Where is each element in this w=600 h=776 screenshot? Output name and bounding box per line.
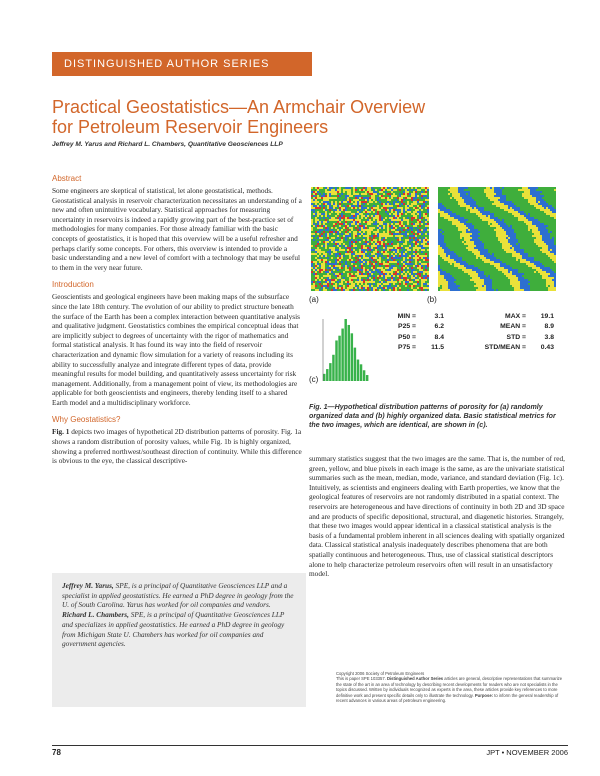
stat-left-1 xyxy=(382,323,444,333)
stat-key: MAX = xyxy=(505,313,526,320)
stat-value: 3.1 xyxy=(434,313,444,320)
series-name: Distinguished Author Series xyxy=(386,676,444,682)
series-description: articles are general, descriptive representations that summarize the state of the art in an area of technology by describing recent developments for readers who are not specialists in the topics discussed. Written by individuals recognized as experts in the area, these articles provide key references to more definitive work and present specific details only to illustrate the technology. xyxy=(336,676,563,698)
histogram-bar xyxy=(357,360,359,381)
histogram-bar xyxy=(348,325,350,381)
introduction-text: Geoscientists and geological engineers have been making maps of the subsurface since the late 18th century. The evolution of our ability to predict structure beneath the surface of the Earth has been a complex interaction between quantitative analysis and qualitative judgment. Geostatistics combines the empirical conceptual ideas that are implicitly subject to degrees of uncertainty with the rigor of mathematics and formal statistical analysis. It has found its way into the field of reservoir characterization and dynamic flow simulation for a variety of reasons including its ability to successfully analyze and integrate different types of data, provide meaningful results for model building, and quantitatively assess uncertainty for risk management. Additionally, from a management point of view, its methodologies are applicable for both geoscientists and engineers, thereby lending itself to a shared Earth model and a multidisciplinary workforce. xyxy=(52,292,300,407)
bio-name-chambers: Richard L. Chambers, xyxy=(62,610,129,620)
stat-value: 19.1 xyxy=(540,313,554,320)
stat-value: 11.5 xyxy=(431,343,444,351)
left-column xyxy=(52,174,302,466)
why-text-body: depicts two images of hypothetical 2D distribution patterns of porosity. Fig. 1a shows a random distribution of porosity values, while Fig. 1b is highly organized, showing a preferred northwest/southeast direction of continuity. While this difference is obvious to the eye, the classical descriptive- xyxy=(52,427,302,466)
right-column-text: summary statistics suggest that the two images are the same. That is, the number of red, green, yellow, and blue pixels in each image is the same, as are the univariate statistical summaries such as the mean, median, mode, variance, and standard deviation (Fig. 1c). Intuitively, as scientists and engineers dealing with Earth properties, we know that the geological features of reservoirs are not randomly distributed in a spatial context. The reservoirs are heterogeneous and have directions of continuity in both 2D and 3D space and are products of specific depositional, structural, and diagenetic histories. Strangely, that these two images would appear identical in a classical statistical analysis is the basis of a fundamental problem inherent in all sciences dealing with spatially organized data. Classical statistical analysis inadequately describes phenomena that are both spatially continuous and heterogeneous. Thus, use of classical statistical descriptors alone to help characterize petroleum reservoirs often will result in an unsatisfactory model. xyxy=(309,454,566,579)
author-line: Jeffrey M. Yarus and Richard L. Chambers, Quantitative Geosciences LLP xyxy=(52,141,283,148)
histogram-bar xyxy=(326,369,328,381)
stat-right-0 xyxy=(478,313,554,323)
footer-rule xyxy=(52,745,568,746)
figure-label-a: (a) xyxy=(309,295,319,304)
why-geostatistics-text xyxy=(52,427,302,465)
purpose-label: Purpose: xyxy=(474,692,494,698)
stat-value: 3.8 xyxy=(544,333,554,341)
stat-key: STD = xyxy=(506,333,526,341)
figure-label-b: (b) xyxy=(427,295,437,304)
why-geostatistics-heading: Why Geostatistics? xyxy=(52,415,121,425)
paper-number: This is paper SPE 103357. xyxy=(336,676,387,682)
introduction-heading: Introduction xyxy=(52,280,94,290)
title-line-2: for Petroleum Reservoir Engineers xyxy=(52,117,329,137)
stat-key: MEAN = xyxy=(500,323,526,331)
stat-key: P75 = xyxy=(398,343,416,351)
stat-right-2 xyxy=(478,334,554,344)
abstract-heading: Abstract xyxy=(52,174,82,183)
histogram-bar xyxy=(332,355,334,381)
figure-label-c: (c) xyxy=(309,375,319,384)
author-bio-box xyxy=(52,573,306,707)
stat-left-0 xyxy=(382,313,444,323)
stat-value: 0.43 xyxy=(540,343,554,351)
paper-notice xyxy=(336,676,567,703)
stat-right-1 xyxy=(478,323,554,333)
stat-value: 8.9 xyxy=(544,323,554,331)
stat-value: 6.2 xyxy=(434,323,444,331)
bio-text-yarus: SPE, is a principal of Quantitative Geosciences LLP and a specialist in applied geostatistics. He earned a PhD degree in geology from the U. of South Carolina. Yarus has worked for oil companies and vendors. xyxy=(62,581,294,610)
figure-1a-random-pattern xyxy=(311,187,429,291)
histogram-bar xyxy=(335,340,337,381)
histogram-bar xyxy=(344,319,346,381)
title-line-1: Practical Geostatistics—An Armchair Overview xyxy=(52,97,426,117)
histogram-bar xyxy=(366,375,368,381)
stats-left-block xyxy=(382,313,444,354)
stat-key: P50 = xyxy=(398,333,416,341)
series-banner: DISTINGUISHED AUTHOR SERIES xyxy=(52,52,312,76)
histogram-bar xyxy=(351,333,353,381)
stat-left-3 xyxy=(382,344,444,354)
purpose-text: to inform the general readership of recent advances in various areas of petroleum engineering. xyxy=(336,692,559,704)
copyright-line: Copyright 2006 Society of Petroleum Engineers xyxy=(336,671,425,676)
journal-issue: JPT • NOVEMBER 2006 xyxy=(486,748,568,757)
fig-reference: Fig. 1 xyxy=(52,427,70,437)
copyright-notice xyxy=(336,671,567,703)
histogram-bar xyxy=(338,336,340,381)
histogram-bar xyxy=(360,364,362,381)
stat-key: MIN = xyxy=(397,313,416,320)
histogram-bar xyxy=(363,370,365,381)
stat-value: 8.4 xyxy=(434,333,444,341)
histogram-bar xyxy=(323,374,325,381)
histogram-bar xyxy=(354,348,356,381)
histogram-bar xyxy=(341,329,343,381)
figure-1b-organized-pattern xyxy=(438,187,556,291)
figure-1-caption: Fig. 1—Hypothetical distribution patterns of porosity for (a) randomly organized data and (b) highly organized data. Basic statistical metrics for the two images, which are identical, are shown in (c). xyxy=(309,403,556,430)
bio-text-chambers: SPE, is a principal of Quantitative Geosciences LLP and specializes in applied geostatistics. He earned a PhD degree in geology from Michigan State U. Chambers has worked for oil companies and government agencies. xyxy=(62,610,285,649)
abstract-text: Some engineers are skeptical of statistical, let alone geostatistical, methods. Geostatistical analysis in reservoir characterization necessitates an understanding of a new and often unintuitive vocabulary. Statistical approaches for measuring uncertainty in reservoirs is indeed a rapidly growing part of the best-practice set of methodologies for many companies. For those already familiar with the basic concepts of geostatistics, it is hoped that this overview will be a useful refresher and perhaps clarify some concepts. For others, this overview is intended to provide a basic understanding and a new level of comfort with a technology that may be useful to them in the very near future. xyxy=(52,186,302,272)
stat-right-3 xyxy=(478,344,554,354)
article-title xyxy=(52,97,572,137)
histogram-bar xyxy=(329,363,331,381)
page-number: 78 xyxy=(52,748,61,757)
stat-key: P25 = xyxy=(398,323,416,331)
stats-right-block xyxy=(478,313,554,354)
bio-name-yarus: Jeffrey M. Yarus, xyxy=(62,581,114,590)
stat-key: STD/MEAN = xyxy=(484,343,526,351)
stat-left-2 xyxy=(382,334,444,344)
